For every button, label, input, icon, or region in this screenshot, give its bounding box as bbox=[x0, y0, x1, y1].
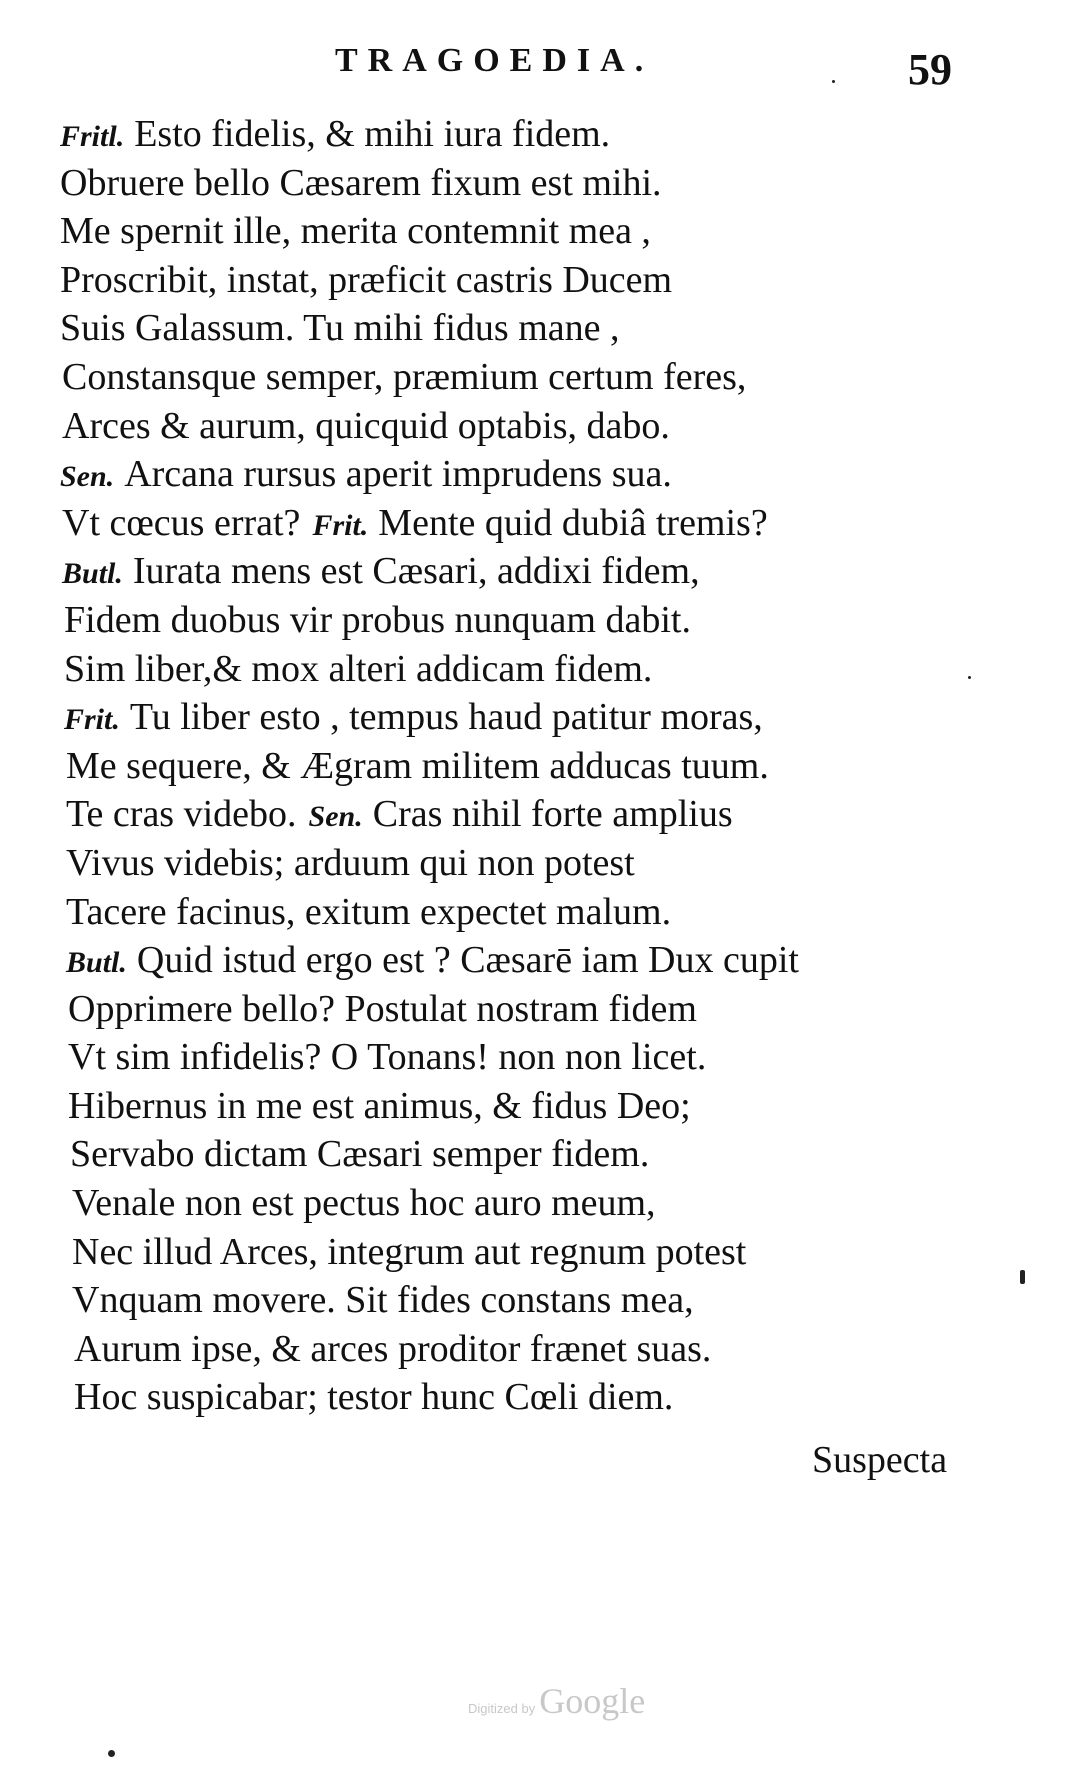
ink-speck bbox=[968, 676, 971, 679]
verse-line bbox=[66, 790, 1020, 839]
line-text: Nec illud Arces, integrum aut regnum potest bbox=[72, 1230, 747, 1273]
line-text: Cras nihil forte amplius bbox=[372, 793, 733, 836]
speaker-name: Frit. bbox=[312, 508, 369, 542]
line-text: Vivus videbis; arduum qui non potest bbox=[66, 841, 635, 884]
line-text: Constansque semper, præmium certum feres, bbox=[62, 355, 747, 398]
verse-line bbox=[72, 1276, 1020, 1325]
verse-line bbox=[66, 742, 1020, 791]
verse-line bbox=[66, 936, 1020, 985]
line-text: Arcana rursus aperit imprudens sua. bbox=[124, 453, 672, 496]
verse-line bbox=[68, 1082, 1020, 1131]
watermark-prefix: Digitized by bbox=[468, 1701, 536, 1716]
catchword: Suspecta bbox=[812, 1439, 948, 1481]
verse-line bbox=[60, 304, 1020, 353]
running-head: TRAGOEDIA. bbox=[335, 42, 654, 79]
line-text: Venale non est pectus hoc auro meum, bbox=[72, 1182, 656, 1225]
digitized-watermark bbox=[468, 1680, 645, 1722]
line-text: Arces & aurum, quicquid optabis, dabo. bbox=[62, 404, 670, 447]
verse-line bbox=[72, 1228, 1020, 1277]
line-text: Te cras videbo. bbox=[66, 793, 297, 836]
line-text: Tu liber esto , tempus haud patitur moras, bbox=[129, 696, 763, 739]
verse-line bbox=[62, 353, 1020, 402]
verse-line bbox=[68, 985, 1020, 1034]
ink-speck bbox=[1020, 1270, 1025, 1284]
speaker-name: Sen. bbox=[308, 800, 363, 834]
verse-line bbox=[60, 450, 1020, 499]
line-text: Servabo dictam Cæsari semper fidem. bbox=[70, 1133, 650, 1176]
line-text: Sim liber,& mox alteri addicam fidem. bbox=[64, 647, 653, 690]
verse-line bbox=[74, 1325, 1020, 1374]
line-text: Hibernus in me est animus, & fidus Deo; bbox=[68, 1084, 691, 1127]
line-text: Fidem duobus vir probus nunquam dabit. bbox=[64, 598, 691, 641]
line-text: Iurata mens est Cæsari, addixi fidem, bbox=[132, 550, 700, 593]
line-text: Proscribit, instat, præficit castris Ducem bbox=[60, 258, 673, 301]
verse-line bbox=[62, 499, 1020, 548]
speaker-name: Frit. bbox=[64, 703, 120, 737]
speaker-name: Butl. bbox=[66, 946, 127, 980]
verse-line bbox=[60, 207, 1020, 256]
verse-line bbox=[68, 1033, 1020, 1082]
line-text: Vnquam movere. Sit fides constans mea, bbox=[72, 1279, 694, 1322]
verse-line bbox=[60, 256, 1020, 305]
verse-line bbox=[64, 645, 1020, 694]
line-text: Me spernit ille, merita contemnit mea , bbox=[60, 210, 651, 253]
verse-line bbox=[66, 839, 1020, 888]
page-number: 59 bbox=[908, 45, 952, 94]
line-text: Mente quid dubiâ tremis? bbox=[378, 501, 768, 544]
line-text: Suis Galassum. Tu mihi fidus mane , bbox=[60, 307, 620, 350]
ink-speck bbox=[832, 80, 835, 83]
google-logo: Google bbox=[539, 1681, 646, 1721]
line-text: Me sequere, & Ægram militem adducas tuum. bbox=[66, 744, 769, 787]
verse-line bbox=[66, 888, 1020, 937]
speaker-name: Fritl. bbox=[60, 120, 125, 153]
line-text: Tacere facinus, exitum expectet malum. bbox=[66, 890, 672, 933]
line-text: Vt sim infidelis? O Tonans! non non licet. bbox=[68, 1036, 707, 1079]
verse-line bbox=[74, 1373, 1020, 1422]
line-text: Vt cœcus errat? bbox=[62, 501, 301, 544]
speaker-name: Sen. bbox=[60, 460, 115, 494]
verse-line bbox=[62, 547, 1020, 596]
ink-speck bbox=[108, 1750, 115, 1757]
line-text: Opprimere bello? Postulat nostram fidem bbox=[68, 987, 697, 1030]
verse-line bbox=[70, 1130, 1020, 1179]
verse-line bbox=[60, 110, 1020, 159]
verse-line bbox=[64, 596, 1020, 645]
verse-line bbox=[64, 693, 1020, 742]
line-text: Esto fidelis, & mihi iura fidem. bbox=[134, 113, 611, 155]
speaker-name: Butl. bbox=[62, 557, 123, 591]
verse-text bbox=[60, 110, 1020, 1422]
verse-line bbox=[72, 1179, 1020, 1228]
verse-line bbox=[62, 402, 1020, 451]
line-text: Obruere bello Cæsarem fixum est mihi. bbox=[60, 161, 662, 204]
line-text: Aurum ipse, & arces proditor frænet suas. bbox=[74, 1327, 712, 1370]
line-text: Quid istud ergo est ? Cæsarē iam Dux cupit bbox=[136, 939, 799, 982]
verse-line bbox=[60, 159, 1020, 208]
line-text: Hoc suspicabar; testor hunc Cœli diem. bbox=[74, 1376, 674, 1419]
